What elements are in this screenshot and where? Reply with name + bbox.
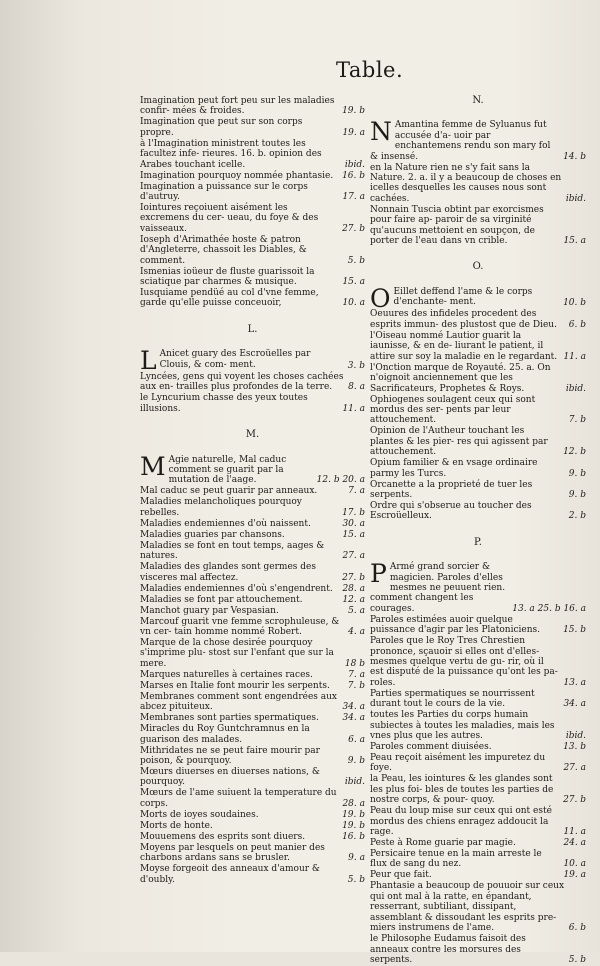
entry-text: Nonnain Tuscia obtint par exorcismes pour faire ap- paroir de sa virginité qu'aucuns mettoient en soupçon, de porter de l'eau dans vn crible.: [370, 204, 544, 247]
entry-text: Imagination que peut sur son corps propre.: [140, 117, 303, 138]
entry-text: Maladies melancholiques pourquoy rebelles.: [140, 497, 302, 518]
entry-page-ref: 12. b 20. a: [316, 475, 365, 486]
entry-page-ref: 16. b: [342, 831, 365, 842]
entry-text: Orcanette a la proprieté de tuer les serpents.: [370, 479, 533, 500]
entry-page-ref: 9. b: [568, 468, 586, 479]
index-entry: [140, 713, 365, 723]
entry-page-ref: 9. b: [568, 489, 586, 500]
entry-text: Miracles du Roy Guntchramnus en la guarison des malades.: [140, 724, 310, 745]
drop-cap: P: [370, 559, 387, 589]
index-entry: [370, 117, 586, 162]
entry-text: Morts de honte.: [140, 820, 213, 831]
index-entry: [140, 692, 365, 713]
index-entry: [140, 267, 365, 288]
section-letter: P.: [474, 536, 482, 548]
entry-page-ref: 27. a: [563, 763, 586, 774]
entry-page-ref: 34. a: [342, 702, 365, 713]
entry-page-ref: 11. a: [563, 827, 586, 838]
entry-page-ref: 34. a: [342, 713, 365, 724]
entry-page-ref: 6. a: [348, 734, 365, 745]
entry-text: Imagination pourquoy nommée phantasie.: [140, 170, 334, 181]
entry-page-ref: 19. b: [342, 106, 365, 117]
entry-page-ref: 11. a: [563, 351, 586, 362]
entry-text: l'Onction marque de Royauté. 25. a. On n'oignoit anciennement que les Sacrificateurs, Prophetes & Roys.: [370, 362, 551, 394]
index-entry: [370, 934, 586, 965]
index-entry: [140, 832, 365, 842]
index-entry: [370, 881, 586, 933]
entry-page-ref: 13. b: [563, 742, 586, 753]
index-entry: [140, 810, 365, 820]
index-entry: [140, 519, 365, 529]
index-entry: [370, 309, 586, 330]
index-entry: [370, 838, 586, 848]
index-entry: [140, 171, 365, 181]
entry-text: Paroles comment diuisées.: [370, 742, 492, 753]
entry-page-ref: 24. a: [563, 838, 586, 849]
entry-page-ref: 12. a: [342, 594, 365, 605]
index-entry: [140, 670, 365, 680]
entry-text: Maladies des glandes sont germes des visceres mal affectez.: [140, 562, 316, 583]
drop-cap: M: [140, 451, 166, 481]
entry-text: Maladies se font par attouchement.: [140, 594, 303, 605]
entry-page-ref: 10. a: [563, 859, 586, 870]
index-entry: [370, 689, 586, 710]
entry-page-ref: ibid.: [565, 193, 586, 204]
entry-text: Iusquiame pendüé au col d'vne femme, garde qu'elle puisse conceuoir,: [140, 288, 319, 309]
entry-text: Opinion de l'Autheur touchant les plantes & les pier- res qui agissent par attouchement.: [370, 426, 548, 458]
index-entry: [370, 710, 586, 741]
entry-text: Ismenias ioüeur de fluste guarissoit la sciatique par charmes & musique.: [140, 266, 315, 288]
entry-page-ref: 5. b: [347, 874, 365, 885]
entry-page-ref: ibid.: [344, 159, 365, 170]
entry-text: Peau reçoit aisément les impuretez du foye.: [370, 753, 546, 774]
entry-page-ref: 12. b: [563, 447, 586, 458]
entry-page-ref: 15. a: [563, 236, 586, 247]
index-entry: [140, 746, 365, 767]
index-entry: [140, 486, 365, 496]
index-entry: [370, 363, 586, 394]
entry-page-ref: 13. a: [563, 677, 586, 688]
entry-page-ref: 16. b: [342, 170, 365, 181]
drop-cap: O: [370, 283, 391, 313]
index-entry: [370, 331, 586, 362]
entry-page-ref: 5. b: [347, 255, 365, 266]
entry-text: en la Nature rien ne s'y fait sans la Nature. 2. a. il y a beaucoup de choses en icelles desquelles les causes nous sont cachées.: [370, 162, 562, 204]
index-entry: [370, 163, 586, 205]
index-entry: [370, 742, 586, 752]
index-entry: [370, 480, 586, 501]
entry-text: Amantina femme de Syluanus fut accusée d'a- uoir par enchantemens rendu son mary fol & insensé.: [370, 120, 551, 162]
index-entry: [140, 595, 365, 605]
entry-page-ref: 9. b: [347, 755, 365, 766]
entry-text: la Peau, les iointures & les glandes sont les plus foi- bles de toutes les parties de nostre corps, & pour- quoy.: [370, 774, 554, 806]
index-entry: [140, 724, 365, 745]
entry-page-ref: 11. a: [342, 403, 365, 414]
entry-page-ref: 27. b: [563, 795, 586, 806]
index-entry: [370, 615, 586, 636]
entry-text: Parties spermatiques se nourrissent durant tout le cours de la vie.: [370, 688, 535, 710]
entry-page-ref: 27. b: [342, 223, 365, 234]
index-entry: [140, 584, 365, 594]
entry-page-ref: 13. a 25. b 16. a: [512, 603, 586, 614]
entry-text: Eillet deffend l'ame & le corps d'enchante- ment.: [393, 286, 533, 308]
entry-text: Mal caduc se peut guarir par anneaux.: [140, 486, 318, 497]
entry-page-ref: ibid.: [565, 383, 586, 394]
index-entry: [370, 283, 586, 313]
index-entry: [140, 451, 365, 486]
entry-text: Maladies guaries par chansons.: [140, 529, 285, 540]
index-entry: [140, 372, 365, 393]
entry-page-ref: 30. a: [342, 518, 365, 529]
entry-text: Agie naturelle, Mal caduc comment se guarit par la mutation de l'aage.: [168, 454, 287, 486]
index-entry: [140, 606, 365, 616]
entry-page-ref: 4. a: [348, 626, 365, 637]
entry-text: Manchot guary par Vespasian.: [140, 605, 279, 616]
entry-page-ref: 28. a: [342, 583, 365, 594]
entry-page-ref: ibid.: [565, 731, 586, 742]
entry-page-ref: 14. b: [563, 151, 586, 162]
entry-text: Phantasie a beaucoup de pouuoir sur ceux qui ont mal à la ratte, en épandant, resserrant, subtiliant, dissipant, assemblant & dissoudant les esprits pre- miers instrumens de l'ame.: [370, 881, 565, 934]
section-letter: M.: [245, 429, 260, 441]
entry-text: Moyse forgeoit des anneaux d'amour & d'oubly.: [140, 864, 320, 885]
entry-text: Peau du loup mise sur ceux qui ont esté mordus des chiens enragez addoucit la rage.: [370, 806, 552, 838]
entry-page-ref: 7. b: [347, 680, 365, 691]
entry-page-ref: 15. a: [342, 529, 365, 540]
index-entry: [370, 559, 586, 614]
entry-page-ref: 27. a: [342, 551, 365, 562]
entry-page-ref: 18 b: [344, 658, 365, 669]
entry-text: Maladies endemiennes d'où naissent.: [140, 518, 311, 529]
index-entry: [140, 393, 365, 414]
index-entry: [140, 203, 365, 234]
page-title: Table.: [336, 58, 404, 82]
entry-text: à l'Imagination ministrent toutes les facultez infe- rieures. 16. b. opinion des Arabes touchant icelle.: [140, 138, 322, 170]
entry-page-ref: 8. a: [348, 382, 365, 393]
index-entry: [370, 849, 586, 870]
entry-text: Marcouf guarit vne femme scrophuleuse, & vn cer- tain homme nommé Robert.: [140, 616, 340, 637]
entry-text: Moyens par lesquels on peut manier des charbons ardans sans se brusler.: [140, 842, 325, 864]
index-entry: [140, 139, 365, 170]
entry-page-ref: 15. a: [342, 277, 365, 288]
entry-page-ref: 34. a: [563, 699, 586, 710]
drop-cap: N: [370, 117, 392, 147]
drop-cap: L: [140, 346, 157, 376]
section-letter: L.: [247, 323, 258, 335]
entry-page-ref: 10. b: [563, 298, 586, 309]
entry-page-ref: 19. a: [563, 870, 586, 881]
index-entry: [140, 681, 365, 691]
index-entry: [140, 767, 365, 788]
entry-page-ref: 27. b: [342, 572, 365, 583]
index-entry: [140, 182, 365, 203]
entry-text: le Philosophe Eudamus faisoit des anneaux contre les morsures des serpents.: [370, 934, 526, 965]
entry-text: Maladies endemiennes d'où s'engendrent.: [140, 583, 333, 594]
entry-page-ref: ibid.: [344, 777, 365, 788]
index-entry: [140, 288, 365, 309]
index-entry: [140, 864, 365, 885]
index-entry: [140, 617, 365, 638]
entry-page-ref: 6. b: [568, 319, 586, 330]
entry-text: Iointures reçoiuent aisément les excremens du cer- ueau, du foye & des vaisseaux.: [140, 203, 319, 234]
entry-page-ref: 5. b: [568, 954, 586, 965]
index-entry: [370, 426, 586, 457]
index-entry: [370, 205, 586, 247]
entry-page-ref: 19. b: [342, 820, 365, 831]
index-entry: [140, 788, 365, 809]
entry-page-ref: 6. b: [568, 923, 586, 934]
section-letter: N.: [472, 95, 484, 106]
entry-text: Paroles que le Roy Tres Chrestien prononce, sçauoir si elles ont d'elles-mesmes quelque vertu de gu- rir, où il est disputé de la puissance qu'ont les pa- roles.: [370, 636, 558, 688]
index-entry: [140, 235, 365, 266]
entry-text: Oeuures des infideles procedent des esprits immun- des plustost que de Dieu.: [370, 309, 557, 330]
entry-text: Anicet guary des Escroüelles par Clouis, & com- ment.: [159, 349, 311, 370]
entry-text: Opium familier & en vsage ordinaire parmy les Turcs.: [370, 458, 538, 479]
index-entry: [140, 843, 365, 864]
entry-page-ref: 10. a: [342, 298, 365, 309]
entry-text: Armé grand sorcier & magicien. Paroles d'elles mesmes ne peuuent rien. comment changent les courages.: [370, 562, 506, 614]
entry-page-ref: 3. b: [347, 360, 365, 371]
index-entry: [370, 774, 586, 805]
entry-text: toutes les Parties du corps humain subiectes à toutes les maladies, mais les vnes plus que les autres.: [370, 710, 555, 742]
entry-text: Marques naturelles à certaines races.: [140, 669, 313, 680]
index-entry: [370, 458, 586, 479]
entry-text: Peste à Rome guarie par magie.: [370, 838, 516, 849]
index-entry: [140, 562, 365, 583]
entry-text: Ordre qui s'obserue au toucher des Escroüelleux.: [370, 500, 532, 522]
left-column: [140, 96, 365, 886]
entry-text: Peur que fait.: [370, 870, 432, 881]
entry-page-ref: 15. b: [563, 625, 586, 636]
index-entry: [370, 636, 586, 688]
entry-text: Ioseph d'Arimathée hoste & patron d'Angleterre, chassoit les Diables, & comment.: [140, 234, 307, 266]
entry-text: Ophiogenes soulagent ceux qui sont mordus des ser- pents par leur attouchement.: [370, 394, 536, 426]
index-entry: [140, 96, 365, 117]
entry-text: Persicaire tenue en la main arreste le flux de sang du nez.: [370, 849, 542, 870]
entry-text: Mouuemens des esprits sont diuers.: [140, 831, 306, 842]
entry-text: Paroles estimées auoir quelque puissance d'agir par les Platoniciens.: [370, 614, 540, 636]
entry-page-ref: 17. b: [342, 507, 365, 518]
index-entry: [140, 117, 365, 138]
right-column: [370, 96, 586, 966]
index-entry: [140, 497, 365, 518]
index-entry: [140, 346, 365, 376]
index-entry: [370, 753, 586, 774]
entry-text: Marses en Italie font mourir les serpents.: [140, 680, 330, 691]
entry-text: Membranes comment sont engendrées aux abcez pituiteux.: [140, 691, 337, 713]
entry-page-ref: 19. b: [342, 809, 365, 820]
entry-page-ref: 7. b: [568, 415, 586, 426]
index-entry: [370, 501, 586, 522]
index-entry: [140, 530, 365, 540]
entry-text: Mœurs diuerses en diuerses nations, & pourquoy.: [140, 766, 320, 788]
entry-text: le Lyncurium chasse des yeux toutes illusions.: [140, 393, 308, 414]
entry-page-ref: 7. a: [348, 669, 365, 680]
index-entry: [140, 821, 365, 831]
index-entry: [370, 870, 586, 880]
index-entry: [370, 806, 586, 837]
entry-text: Morts de ioyes soudaines.: [140, 809, 259, 820]
index-entry: [140, 638, 365, 669]
entry-page-ref: 2. b: [568, 511, 586, 522]
entry-text: Marque de la chose desirée pourquoy s'imprime plu- stost sur l'enfant que sur la mere.: [140, 637, 334, 669]
entry-text: Imagination peut fort peu sur les maladies confir- mées & froides.: [140, 96, 335, 117]
entry-text: Mithridates ne se peut faire mourir par poison, & pourquoy.: [140, 745, 320, 766]
index-entry: [140, 541, 365, 562]
entry-text: Imagination a puissance sur le corps d'autruy.: [140, 181, 308, 203]
entry-text: Lyncées, gens qui voyent les choses cachées aux en- trailles plus profondes de la terre.: [140, 371, 344, 393]
entry-page-ref: 5. a: [348, 605, 365, 616]
section-letter: O.: [472, 261, 484, 273]
index-entry: [370, 395, 586, 426]
entry-text: l'Oiseau nommé Lautior guarit la iaunisse, & en de- liurant le patient, il attire sur soy la maladie en le regardant.: [370, 330, 558, 362]
entry-page-ref: 9. a: [348, 853, 365, 864]
entry-page-ref: 17. a: [342, 192, 365, 203]
entry-text: Mœurs de l'ame suiuent la temperature du corps.: [140, 788, 337, 809]
entry-page-ref: 7. a: [348, 486, 365, 497]
entry-page-ref: 28. a: [342, 798, 365, 809]
entry-text: Maladies se font en tout temps, aages & natures.: [140, 540, 325, 562]
entry-text: Membranes sont parties spermatiques.: [140, 713, 319, 724]
entry-page-ref: 19. a: [342, 127, 365, 138]
